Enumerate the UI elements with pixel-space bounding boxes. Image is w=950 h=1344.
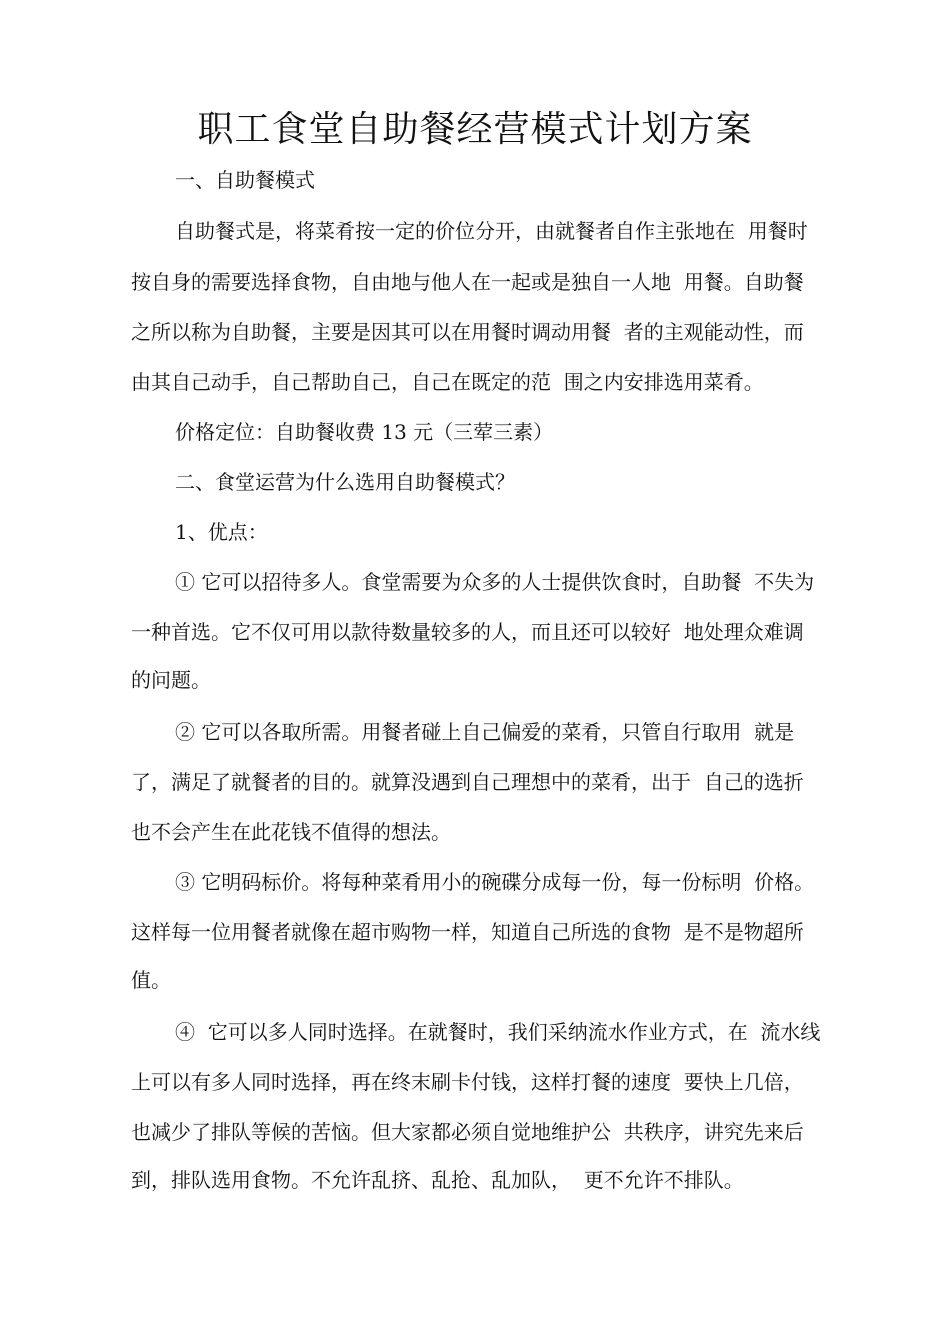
paragraph-line: ③ 它明码标价。将每种菜肴用小的碗碟分成每一份，每一份标明 价格。: [175, 870, 815, 894]
paragraph-line: 到，排队选用食物。不允许乱挤、乱抢、乱加队， 更不允许不排队。: [131, 1168, 744, 1192]
paragraph-line: 由其自己动手，自己帮助自己，自己在既定的范 围之内安排选用菜肴。: [131, 370, 764, 394]
paragraph-line: 自助餐式是，将菜肴按一定的价位分开，由就餐者自作主张地在 用餐时: [175, 219, 808, 243]
paragraph-line: ② 它可以各取所需。用餐者碰上自己偏爱的菜肴，只管自行取用 就是: [175, 720, 795, 744]
paragraph-line: 也不会产生在此花钱不值得的想法。: [131, 820, 451, 844]
paragraph-line: 上可以有多人同时选择，再在终末刷卡付钱，这样打餐的速度 要快上几倍，: [131, 1070, 804, 1094]
paragraph-line: 按自身的需要选择食物，自由地与他人在一起或是独自一人地 用餐。自助餐: [131, 270, 804, 294]
paragraph-line: 值。: [131, 968, 171, 992]
paragraph-line: ④ 它可以多人同时选择。在就餐时，我们采纳流水作业方式，在 流水线: [175, 1020, 821, 1044]
paragraph-line: 的问题。: [131, 668, 211, 692]
paragraph-line: 之所以称为自助餐，主要是因其可以在用餐时调动用餐 者的主观能动性，而: [131, 320, 804, 344]
paragraph-line: ① 它可以招待多人。食堂需要为众多的人士提供饮食时，自助餐 不失为: [175, 570, 815, 594]
paragraph-line: 一种首选。它不仅可用以款待数量较多的人，而且还可以较好 地处理众难调: [131, 620, 804, 644]
price-line: 价格定位：自助餐收费 13 元（三荤三素）: [175, 420, 554, 444]
section-heading-1: 一、自助餐模式: [175, 168, 315, 192]
paragraph-line: 了，满足了就餐者的目的。就算没遇到自己理想中的菜肴，出于 自己的选折: [131, 770, 804, 794]
document-title: 职工食堂自助餐经营模式计划方案: [197, 109, 753, 150]
paragraph-line: 这样每一位用餐者就像在超市购物一样，知道自己所选的食物 是不是物超所: [131, 920, 804, 944]
subheading-advantages: 1、优点：: [175, 520, 268, 544]
section-heading-2: 二、食堂运营为什么选用自助餐模式？: [175, 470, 515, 494]
paragraph-line: 也减少了排队等候的苦恼。但大家都必须自觉地维护公 共秩序，讲究先来后: [131, 1120, 804, 1144]
